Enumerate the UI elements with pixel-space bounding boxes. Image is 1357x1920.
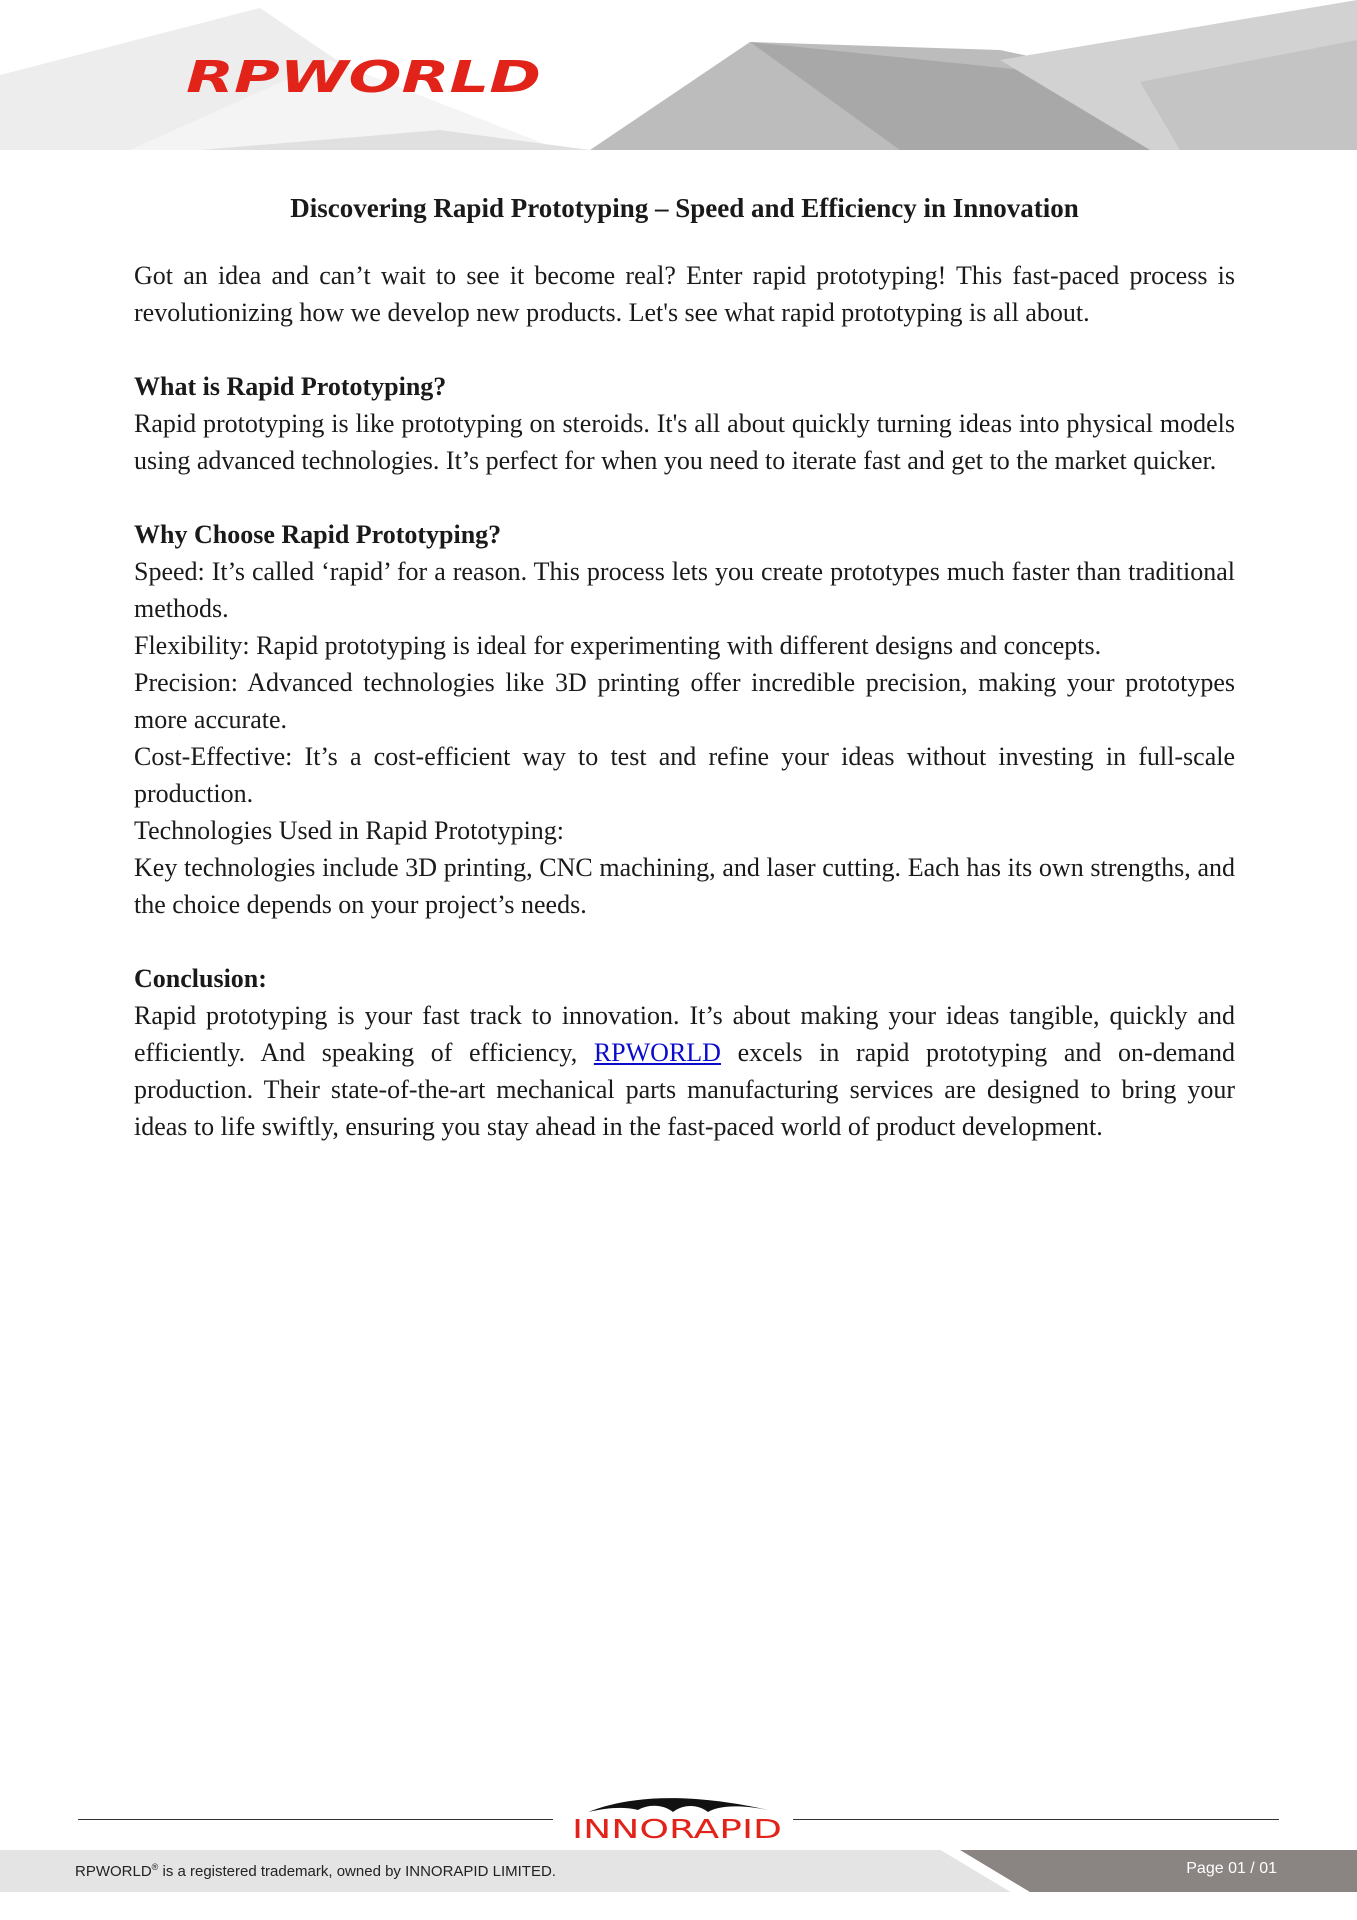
section-body-what-is: Rapid prototyping is like prototyping on steroids. It's all about quickly turning ideas into physical models using advanced technologies. It’s perfect for when you need to iterate fast and get to the market quicker. [134,409,1235,475]
section-heading-conclusion: Conclusion: [134,964,267,993]
benefit-precision: Precision: Advanced technologies like 3D printing offer incredible precision, making your prototypes more accurate. [134,668,1235,734]
benefit-speed: Speed: It’s called ‘rapid’ for a reason. This process lets you create prototypes much faster than traditional methods. [134,557,1235,623]
intro-paragraph: Got an idea and can’t wait to see it become real? Enter rapid prototyping! This fast-paced process is revolutionizing how we develop new products. Let's see what rapid prototyping is all about. [134,261,1235,327]
registered-mark: ® [151,1862,159,1872]
page-number: Page 01 / 01 [1186,1860,1277,1877]
section-heading-what-is: What is Rapid Prototyping? [134,372,447,401]
innorapid-logo-text: INNORAPID [572,1815,782,1844]
conclusion-text-after-link: excels in rapid prototyping and on-demand production. Their state-of-the-art mechanical parts manufacturing services are designed to bring your ideas to life swiftly, ensuring you stay ahead in the fast-paced world of product development. [134,1038,1235,1141]
innorapid-swoosh-icon [588,1798,768,1812]
conclusion-paragraph [134,997,1235,1145]
footer-divider-left [78,1819,553,1820]
document-title: Discovering Rapid Prototyping – Speed and Efficiency in Innovation [290,193,1079,223]
rpworld-logo-text: RPWORLD [186,52,541,102]
trademark-brand: RPWORLD [75,1863,152,1880]
footer-trademark [75,1862,556,1880]
innorapid-logo [568,1790,788,1844]
benefit-flexibility: Flexibility: Rapid prototyping is ideal for experimenting with different designs and concepts. [134,631,1102,660]
technologies-body: Key technologies include 3D printing, CNC machining, and laser cutting. Each has its own strengths, and the choice depends on your project’s needs. [134,853,1235,919]
benefit-cost-effective: Cost-Effective: It’s a cost-efficient way to test and refine your ideas without investing in full-scale production. [134,742,1235,808]
conclusion-text-before-link: Rapid prototyping is your fast track to innovation. It’s about making your ideas tangible, quickly and efficiently. And speaking of efficiency, [134,1001,1235,1067]
rpworld-link[interactable]: RPWORLD [593,1038,721,1067]
footer-divider-right [793,1819,1279,1820]
section-heading-why-choose: Why Choose Rapid Prototyping? [134,520,502,549]
document-body [134,190,1235,1145]
rpworld-logo [186,50,546,102]
trademark-owner: is a registered trademark, owned by INNORAPID LIMITED. [158,1863,556,1880]
technologies-heading: Technologies Used in Rapid Prototyping: [134,816,565,845]
